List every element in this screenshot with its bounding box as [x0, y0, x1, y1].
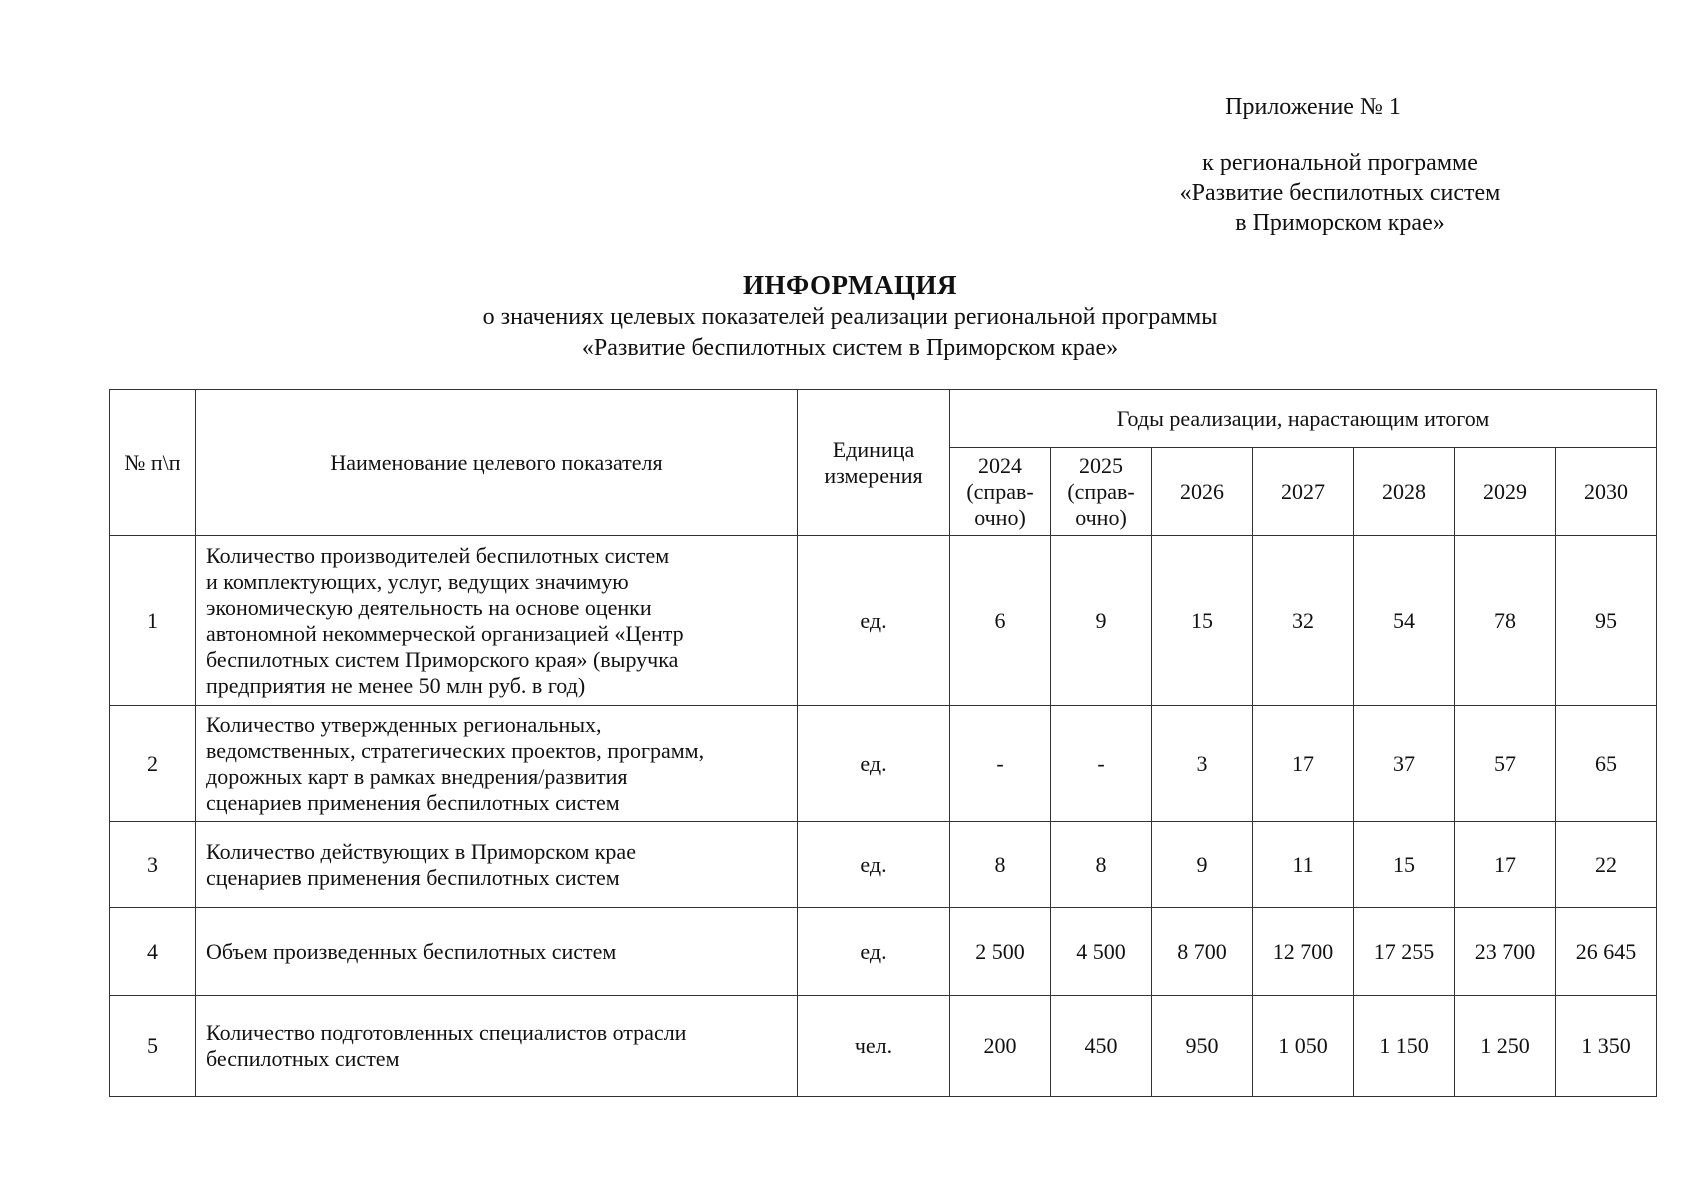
value-cell-2028: 17 255 — [1354, 908, 1455, 996]
value-cell-2024: 8 — [950, 822, 1051, 908]
year-header-note: очно) — [974, 504, 1026, 530]
unit-cell: ед. — [798, 706, 950, 822]
value-cell-2028: 37 — [1354, 706, 1455, 822]
value-cell-2026: 3 — [1152, 706, 1253, 822]
value-cell-2025: 9 — [1051, 536, 1152, 706]
unit-header-line-1: Единица — [832, 436, 915, 462]
year-header-note: очно) — [1075, 504, 1127, 530]
indicator-name-line: беспилотных систем — [206, 1046, 400, 1071]
indicator-name-line: сценариев применения беспилотных систем — [206, 789, 620, 815]
value-cell-2025: 8 — [1051, 822, 1152, 908]
value-cell-2027: 32 — [1253, 536, 1354, 706]
value-cell-2025: 4 500 — [1051, 908, 1152, 996]
value-cell-2027: 1 050 — [1253, 996, 1354, 1097]
value-cell-2030: 1 350 — [1556, 996, 1657, 1097]
value-cell-2027: 12 700 — [1253, 908, 1354, 996]
value-cell-2030: 65 — [1556, 706, 1657, 822]
column-header-number: № п\п — [110, 390, 196, 536]
value-cell-2027: 11 — [1253, 822, 1354, 908]
document-header — [240, 268, 1460, 364]
indicator-name-line: Количество производителей беспилотных систем — [206, 542, 670, 568]
indicator-name-line: предприятия не менее 50 млн руб. в год) — [206, 672, 586, 698]
row-number: 4 — [110, 908, 196, 996]
indicator-name — [196, 536, 798, 706]
value-cell-2029: 78 — [1455, 536, 1556, 706]
value-cell-2030: 22 — [1556, 822, 1657, 908]
indicator-name — [196, 822, 798, 908]
column-header-unit — [798, 390, 950, 536]
value-cell-2024: 200 — [950, 996, 1051, 1097]
table-row — [110, 908, 1657, 996]
document-subtitle-line-2: «Развитие беспилотных систем в Приморском крае» — [581, 335, 1119, 361]
value-cell-2024: 6 — [950, 536, 1051, 706]
indicator-name-line: Объем произведенных беспилотных систем — [206, 938, 617, 964]
indicator-name-line: Количество действующих в Приморском крае — [206, 838, 636, 864]
appendix-line-2: «Развитие беспилотных систем — [1179, 180, 1501, 206]
indicator-name — [196, 706, 798, 822]
unit-cell: ед. — [798, 908, 950, 996]
column-header-name: Наименование целевого показателя — [196, 390, 798, 536]
appendix-number — [1163, 92, 1463, 122]
value-cell-2027: 17 — [1253, 706, 1354, 822]
year-header-label: 2025 — [1079, 452, 1123, 478]
indicator-name-line: экономическую деятельность на основе оценки — [206, 594, 652, 620]
appendix-line-3: в Приморском крае» — [1235, 210, 1445, 236]
value-cell-2030: 26 645 — [1556, 908, 1657, 996]
year-header-2026: 2026 — [1152, 448, 1253, 536]
value-cell-2030: 95 — [1556, 536, 1657, 706]
appendix-line-1: к региональной программе — [1202, 150, 1478, 176]
indicator-name-line: автономной некоммерческой организацией «Центр — [206, 620, 684, 646]
header-row-top — [110, 390, 1657, 448]
year-header-note: (справ- — [1067, 478, 1135, 504]
value-cell-2028: 1 150 — [1354, 996, 1455, 1097]
unit-header-line-2: измерения — [824, 462, 923, 488]
value-cell-2026: 8 700 — [1152, 908, 1253, 996]
indicator-name-line: Количество подготовленных специалистов отрасли — [206, 1020, 687, 1045]
indicator-name-line: ведомственных, стратегических проектов, программ, — [206, 737, 705, 763]
row-number: 1 — [110, 536, 196, 706]
indicator-name-line: дорожных карт в рамках внедрения/развития — [206, 763, 628, 789]
document-subtitle-line-1: о значениях целевых показателей реализации региональной программы — [482, 304, 1218, 330]
row-number: 5 — [110, 996, 196, 1097]
table-row — [110, 706, 1657, 822]
value-cell-2026: 9 — [1152, 822, 1253, 908]
table-row — [110, 822, 1657, 908]
value-cell-2026: 15 — [1152, 536, 1253, 706]
indicator-name-line: беспилотных систем Приморского края» (выручка — [206, 646, 679, 672]
indicator-name-line: и комплектующих, услуг, ведущих значимую — [206, 568, 629, 594]
value-cell-2025: 450 — [1051, 996, 1152, 1097]
value-cell-2024: 2 500 — [950, 908, 1051, 996]
column-header-years: Годы реализации, нарастающим итогом — [950, 390, 1657, 448]
table-row — [110, 536, 1657, 706]
unit-cell: ед. — [798, 822, 950, 908]
indicator-name — [196, 996, 798, 1097]
unit-cell: ед. — [798, 536, 950, 706]
value-cell-2024: - — [950, 706, 1051, 822]
year-header-2025 — [1051, 448, 1152, 536]
year-header-2027: 2027 — [1253, 448, 1354, 536]
row-number: 3 — [110, 822, 196, 908]
value-cell-2025: - — [1051, 706, 1152, 822]
year-header-label: 2024 — [978, 452, 1022, 478]
document-title: ИНФОРМАЦИЯ — [743, 270, 957, 300]
value-cell-2028: 54 — [1354, 536, 1455, 706]
year-header-note: (справ- — [966, 478, 1034, 504]
indicator-name-line: Количество утвержденных региональных, — [206, 711, 602, 737]
year-header-2030: 2030 — [1556, 448, 1657, 536]
value-cell-2029: 23 700 — [1455, 908, 1556, 996]
appendix-description — [1040, 148, 1640, 238]
value-cell-2028: 15 — [1354, 822, 1455, 908]
value-cell-2029: 17 — [1455, 822, 1556, 908]
year-header-2024 — [950, 448, 1051, 536]
unit-cell: чел. — [798, 996, 950, 1097]
year-header-2029: 2029 — [1455, 448, 1556, 536]
appendix-number-text: Приложение № 1 — [1225, 94, 1401, 120]
value-cell-2026: 950 — [1152, 996, 1253, 1097]
indicator-name — [196, 908, 798, 996]
row-number: 2 — [110, 706, 196, 822]
value-cell-2029: 1 250 — [1455, 996, 1556, 1097]
indicator-name-line: сценариев применения беспилотных систем — [206, 864, 620, 890]
year-header-2028: 2028 — [1354, 448, 1455, 536]
indicators-table — [109, 389, 1657, 1097]
table-row — [110, 996, 1657, 1097]
value-cell-2029: 57 — [1455, 706, 1556, 822]
